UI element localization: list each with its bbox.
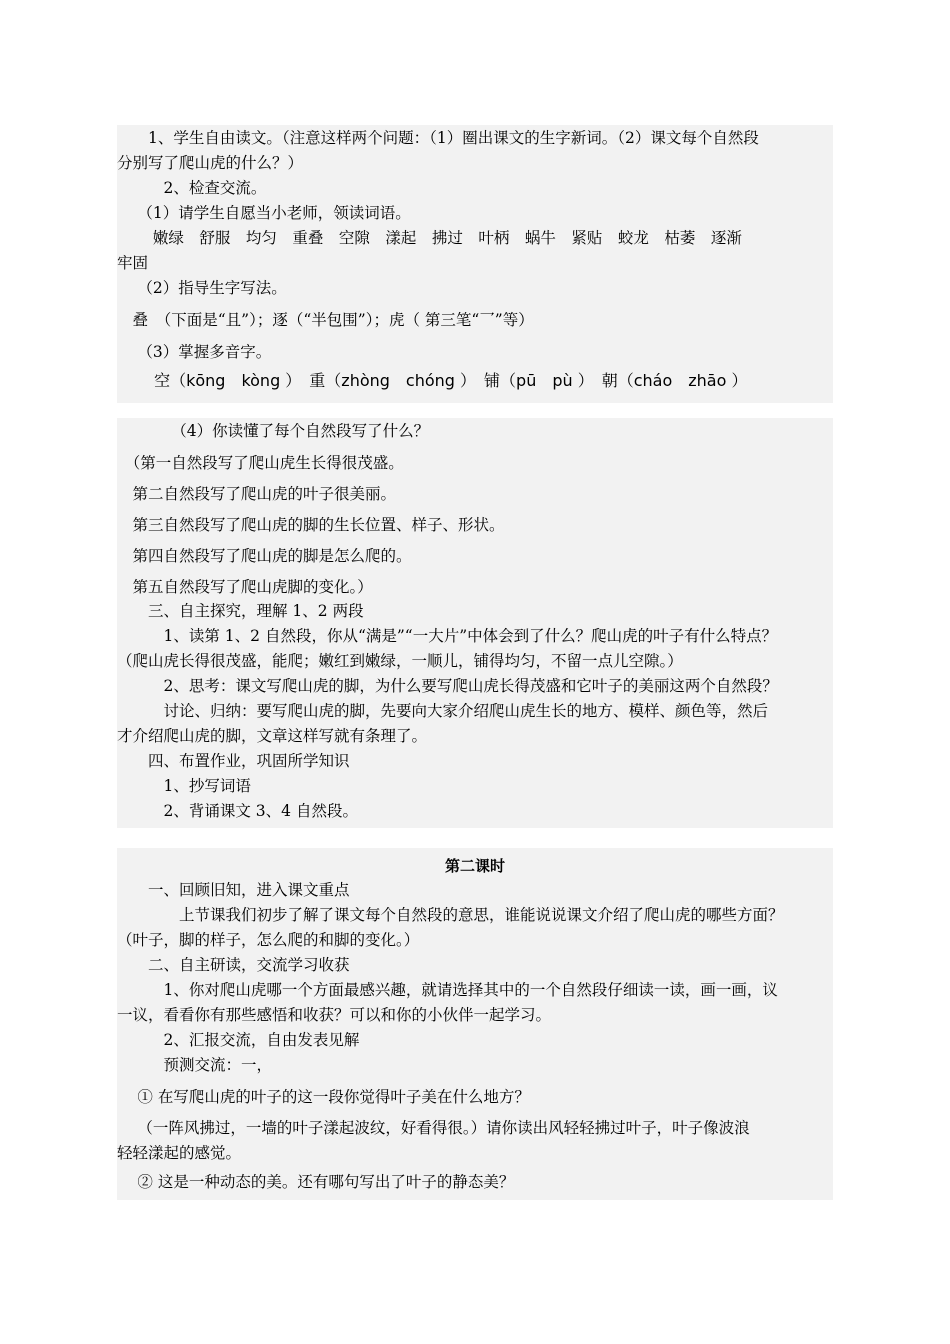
text-line: （爬山虎长得很茂盛，能爬；嫩红到嫩绿，一顺儿，铺得均匀，不留一点儿空隙。）: [117, 652, 683, 670]
text-line: （3）掌握多音字。: [117, 343, 272, 361]
text-line: 2、汇报交流，自由发表见解: [117, 1031, 360, 1049]
text-line: 才介绍爬山虎的脚，文章这样写就有条理了。: [117, 727, 428, 745]
text-line: 一议，看看你有那些感悟和收获？可以和你的小伙伴一起学习。: [117, 1006, 552, 1024]
text-line: 牢固: [117, 254, 149, 272]
text-line: （叶子，脚的样子，怎么爬的和脚的变化。）: [117, 931, 420, 949]
text-line: 上节课我们初步了解了课文每个自然段的意思，谁能说说课文介绍了爬山虎的哪些方面？: [117, 906, 784, 924]
text-line: 轻轻漾起的感觉。: [117, 1144, 242, 1162]
text-line: 1、你对爬山虎哪一个方面最感兴趣，就请选择其中的一个自然段仔细读一读，画一画，议: [117, 981, 778, 999]
text-line: 2、思考：课文写爬山虎的脚，为什么要写爬山虎长得茂盛和它叶子的美丽这两个自然段？: [117, 677, 778, 695]
text-line: 预测交流：一，: [117, 1056, 273, 1074]
text-line: 2、背诵课文 3、4 自然段。: [117, 802, 358, 820]
text-line: 1、学生自由读文。（注意这样两个问题：（1）圈出课文的生字新词。（2）课文每个自然段: [117, 129, 759, 147]
text-line: ② 这是一种动态的美。还有哪句写出了叶子的静态美？: [117, 1173, 515, 1191]
text-line: 2、检查交流。: [117, 179, 267, 197]
section-heading: 四、布置作业，巩固所学知识: [117, 752, 350, 770]
text-line: 讨论、归纳：要写爬山虎的脚，先要向大家介绍爬山虎生长的地方、模样、颜色等，然后: [117, 702, 769, 720]
text-line: 第三自然段写了爬山虎的脚的生长位置、样子、形状。: [117, 516, 505, 534]
text-line: （2）指导生字写法。: [117, 279, 287, 297]
text-line: 叠 （下面是“且”）；逐（“半包围”）；虎（ 第三笔“乛”等）: [117, 311, 534, 329]
section-heading: 三、自主探究，理解 1、2 两段: [117, 602, 364, 620]
text-line: （4）你读懂了每个自然段写了什么？: [117, 422, 430, 440]
text-line: 1、抄写词语: [117, 777, 251, 795]
pinyin-line: 空（kōng kòng ） 重（zhòng chóng ） 铺（pū pù ） 朝（cháo zhāo ）: [117, 371, 748, 390]
text-line: （一阵风拂过，一墙的叶子漾起波纹，好看得很。）请你读出风轻轻拂过叶子，叶子像波浪: [117, 1119, 750, 1137]
text-line: （1）请学生自愿当小老师，领读词语。: [117, 204, 411, 222]
text-line: 1、读第 1、2 自然段，你从“满是”“一大片”中体会到了什么？爬山虎的叶子有什么特点？: [117, 627, 778, 645]
section-heading: 二、自主研读，交流学习收获: [117, 956, 350, 974]
section-heading: 一、回顾旧知，进入课文重点: [117, 881, 350, 899]
text-line: （第一自然段写了爬山虎生长得很茂盛。: [117, 454, 404, 472]
text-line: 第五自然段写了爬山虎脚的变化。）: [117, 578, 373, 596]
text-line: 分别写了爬山虎的什么？）: [117, 154, 304, 172]
text-line: 第四自然段写了爬山虎的脚是怎么爬的。: [117, 547, 412, 565]
text-line: ① 在写爬山虎的叶子的这一段你觉得叶子美在什么地方？: [117, 1088, 530, 1106]
vocab-line: 嫩绿 舒服 均匀 重叠 空隙 漾起 拂过 叶柄 蜗牛 紧贴 蛟龙 枯萎 逐渐: [117, 229, 742, 247]
lesson-heading: 第二课时: [444, 857, 505, 875]
text-line: 第二自然段写了爬山虎的叶子很美丽。: [117, 485, 397, 503]
